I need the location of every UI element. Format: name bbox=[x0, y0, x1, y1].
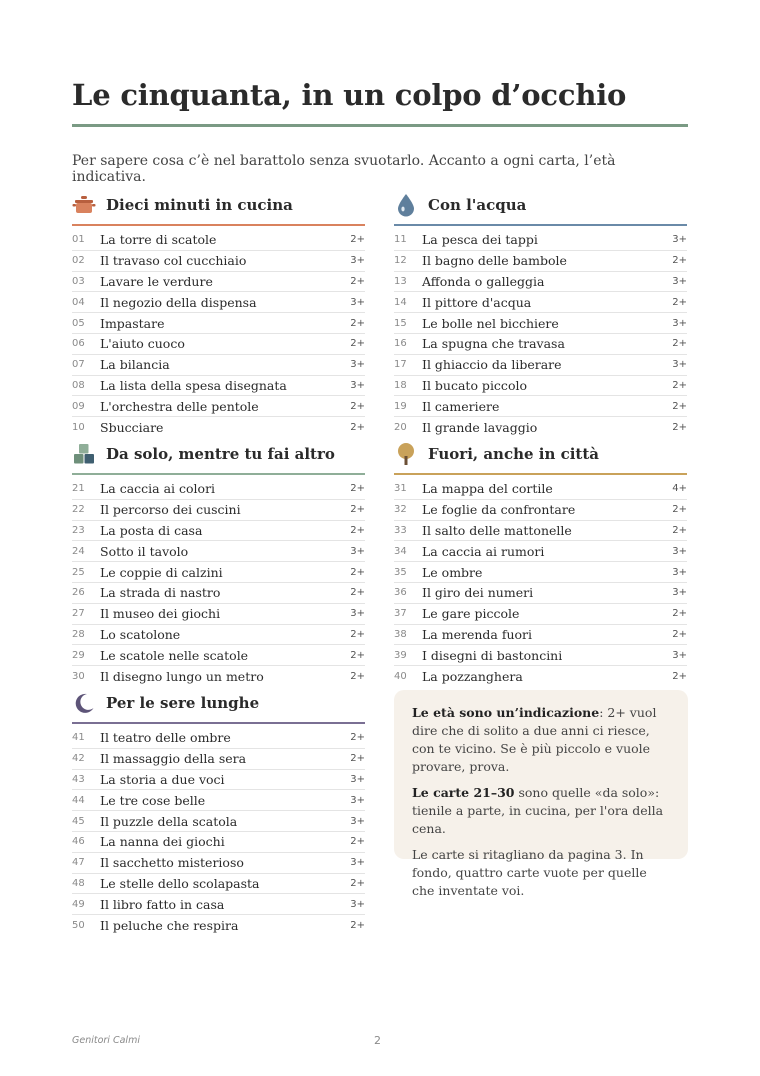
card-name: Il sacchetto misterioso bbox=[100, 855, 244, 871]
card-age: 3+ bbox=[350, 815, 365, 827]
card-name: Il salto delle mattonelle bbox=[422, 522, 572, 538]
card-age: 2+ bbox=[350, 732, 365, 744]
card-age: 3+ bbox=[350, 773, 365, 785]
card-number: 49 bbox=[72, 898, 85, 910]
card-age: 2+ bbox=[672, 670, 687, 682]
card-number: 20 bbox=[394, 421, 407, 433]
card-number: 26 bbox=[72, 587, 85, 599]
card-name: La merenda fuori bbox=[422, 626, 533, 642]
card-age: 2+ bbox=[350, 877, 365, 889]
list-item bbox=[72, 562, 365, 583]
card-name: L'aiuto cuoco bbox=[100, 336, 185, 352]
card-name: Sbucciare bbox=[100, 419, 164, 435]
list-item bbox=[72, 915, 365, 935]
card-number: 05 bbox=[72, 317, 85, 329]
list-item bbox=[72, 604, 365, 625]
card-age: 2+ bbox=[350, 234, 365, 246]
card-age: 2+ bbox=[350, 566, 365, 578]
card-name: Il peluche che respira bbox=[100, 917, 239, 933]
list-item bbox=[394, 562, 687, 583]
section-title: Da solo, mentre tu fai altro bbox=[106, 445, 335, 463]
card-age: 4+ bbox=[672, 483, 687, 495]
card-number: 32 bbox=[394, 504, 407, 516]
note-paragraph bbox=[412, 704, 670, 776]
card-number: 04 bbox=[72, 296, 85, 308]
note-text: sono quelle «da solo»: tienile a parte, in cucina, per l'ora della cena. bbox=[412, 785, 664, 836]
note-paragraph bbox=[412, 784, 670, 838]
section-rule bbox=[72, 224, 365, 226]
card-age: 2+ bbox=[350, 628, 365, 640]
card-number: 29 bbox=[72, 649, 85, 661]
card-name: La lista della spesa disegnata bbox=[100, 377, 287, 393]
card-name: Il puzzle della scatola bbox=[100, 813, 238, 829]
card-number: 16 bbox=[394, 338, 407, 350]
list-item bbox=[394, 313, 687, 334]
list-item bbox=[72, 417, 365, 437]
page-title: Le cinquanta, in un colpo d’occhio bbox=[72, 78, 627, 112]
card-number: 15 bbox=[394, 317, 407, 329]
section-kitchen bbox=[72, 190, 365, 437]
card-name: Le coppie di calzini bbox=[100, 564, 223, 580]
card-number: 23 bbox=[72, 524, 85, 536]
card-age: 3+ bbox=[672, 545, 687, 557]
card-name: La spugna che travasa bbox=[422, 336, 565, 352]
note-text: : 2+ vuol dire che di solito a due anni ci riesce, con te vicino. Se è più piccolo e vuole provare, prova. bbox=[412, 705, 657, 774]
section-rule bbox=[394, 224, 687, 226]
card-name: La pesca dei tappi bbox=[422, 232, 538, 248]
card-number: 40 bbox=[394, 670, 407, 682]
card-age: 3+ bbox=[672, 275, 687, 287]
section-header bbox=[72, 439, 365, 469]
card-number: 14 bbox=[394, 296, 407, 308]
card-age: 2+ bbox=[350, 919, 365, 931]
card-age: 2+ bbox=[672, 379, 687, 391]
list-item bbox=[72, 376, 365, 397]
list-item bbox=[72, 770, 365, 791]
card-name: La storia a due voci bbox=[100, 771, 225, 787]
blocks-icon bbox=[72, 442, 96, 466]
section-header bbox=[72, 688, 365, 718]
card-age: 2+ bbox=[350, 317, 365, 329]
card-age: 2+ bbox=[672, 296, 687, 308]
card-name: L'orchestra delle pentole bbox=[100, 398, 259, 414]
section-title: Per le sere lunghe bbox=[106, 694, 260, 712]
card-age: 3+ bbox=[350, 794, 365, 806]
list-item bbox=[72, 541, 365, 562]
list-item bbox=[72, 230, 365, 251]
list-item bbox=[394, 541, 687, 562]
list-item bbox=[72, 334, 365, 355]
card-age: 3+ bbox=[672, 649, 687, 661]
card-age: 2+ bbox=[350, 524, 365, 536]
list-item bbox=[72, 790, 365, 811]
card-number: 41 bbox=[72, 732, 85, 744]
card-name: I disegni di bastoncini bbox=[422, 647, 563, 663]
list-item bbox=[72, 832, 365, 853]
card-age: 3+ bbox=[350, 255, 365, 267]
list-item bbox=[72, 583, 365, 604]
card-number: 25 bbox=[72, 566, 85, 578]
card-age: 3+ bbox=[350, 545, 365, 557]
card-number: 19 bbox=[394, 400, 407, 412]
card-age: 2+ bbox=[672, 524, 687, 536]
card-number: 09 bbox=[72, 400, 85, 412]
card-name: Il giro dei numeri bbox=[422, 585, 534, 601]
list-item bbox=[72, 272, 365, 293]
card-age: 2+ bbox=[672, 255, 687, 267]
card-age: 3+ bbox=[350, 296, 365, 308]
card-number: 06 bbox=[72, 338, 85, 350]
card-age: 2+ bbox=[350, 421, 365, 433]
list-item bbox=[72, 521, 365, 542]
section-title: Dieci minuti in cucina bbox=[106, 196, 293, 214]
card-name: Sotto il tavolo bbox=[100, 543, 189, 559]
card-name: Le foglie da confrontare bbox=[422, 502, 576, 518]
list-item bbox=[394, 666, 687, 686]
tree-icon bbox=[394, 442, 418, 466]
list-item bbox=[394, 251, 687, 272]
list-item bbox=[72, 728, 365, 749]
list-item bbox=[72, 251, 365, 272]
section-header bbox=[394, 439, 687, 469]
card-age: 3+ bbox=[672, 566, 687, 578]
card-number: 43 bbox=[72, 773, 85, 785]
card-name: La caccia ai colori bbox=[100, 481, 216, 497]
section-rule bbox=[72, 722, 365, 724]
section-outside bbox=[394, 439, 687, 686]
list-item bbox=[72, 500, 365, 521]
card-number: 36 bbox=[394, 587, 407, 599]
water-drop-icon bbox=[394, 193, 418, 217]
card-number: 10 bbox=[72, 421, 85, 433]
list-item bbox=[394, 396, 687, 417]
list-item bbox=[72, 355, 365, 376]
note-bold: Le età sono un’indicazione bbox=[412, 705, 600, 720]
card-name: Le tre cose belle bbox=[100, 792, 206, 808]
card-name: La nanna dei giochi bbox=[100, 834, 225, 850]
card-number: 01 bbox=[72, 234, 85, 246]
card-number: 39 bbox=[394, 649, 407, 661]
list-item bbox=[394, 417, 687, 437]
section-header bbox=[394, 190, 687, 220]
section-header bbox=[72, 190, 365, 220]
list-item bbox=[72, 292, 365, 313]
list-item bbox=[72, 313, 365, 334]
card-number: 42 bbox=[72, 753, 85, 765]
card-number: 50 bbox=[72, 919, 85, 931]
card-age: 3+ bbox=[672, 587, 687, 599]
section-title: Con l'acqua bbox=[428, 196, 527, 214]
card-name: Le stelle dello scolapasta bbox=[100, 875, 260, 891]
list-item bbox=[394, 521, 687, 542]
card-name: Il massaggio della sera bbox=[100, 751, 247, 767]
card-number: 38 bbox=[394, 628, 407, 640]
list-item bbox=[72, 853, 365, 874]
card-number: 33 bbox=[394, 524, 407, 536]
list-item bbox=[394, 355, 687, 376]
list-item bbox=[72, 894, 365, 915]
card-name: Il negozio della dispensa bbox=[100, 294, 257, 310]
cooking-pot-icon bbox=[72, 193, 96, 217]
card-number: 46 bbox=[72, 836, 85, 848]
card-name: La mappa del cortile bbox=[422, 481, 553, 497]
card-name: La pozzanghera bbox=[422, 668, 523, 684]
card-name: Il percorso dei cuscini bbox=[100, 502, 241, 518]
card-age: 3+ bbox=[350, 379, 365, 391]
card-number: 34 bbox=[394, 545, 407, 557]
list-item bbox=[72, 645, 365, 666]
card-number: 48 bbox=[72, 877, 85, 889]
list-item bbox=[394, 604, 687, 625]
card-name: Il bagno delle bambole bbox=[422, 253, 567, 269]
card-name: Il cameriere bbox=[422, 398, 500, 414]
card-number: 44 bbox=[72, 794, 85, 806]
section-evening bbox=[72, 688, 365, 935]
card-age: 3+ bbox=[350, 359, 365, 371]
card-age: 3+ bbox=[672, 359, 687, 371]
card-name: Le bolle nel bicchiere bbox=[422, 315, 559, 331]
card-name: Lavare le verdure bbox=[100, 273, 213, 289]
card-name: La bilancia bbox=[100, 357, 170, 373]
card-age: 2+ bbox=[672, 504, 687, 516]
list-item bbox=[394, 645, 687, 666]
card-number: 27 bbox=[72, 608, 85, 620]
intro-text: Per sapere cosa c’è nel barattolo senza svuotarlo. Accanto a ogni carta, l’età indicativa. bbox=[72, 153, 616, 185]
card-number: 45 bbox=[72, 815, 85, 827]
card-name: Il museo dei giochi bbox=[100, 606, 221, 622]
card-name: Lo scatolone bbox=[100, 626, 181, 642]
card-name: Il grande lavaggio bbox=[422, 419, 538, 435]
card-age: 2+ bbox=[350, 587, 365, 599]
card-number: 47 bbox=[72, 857, 85, 869]
card-number: 08 bbox=[72, 379, 85, 391]
card-age: 2+ bbox=[350, 275, 365, 287]
list-item bbox=[72, 396, 365, 417]
moon-icon bbox=[72, 691, 96, 715]
card-number: 35 bbox=[394, 566, 407, 578]
list-item bbox=[394, 272, 687, 293]
card-number: 37 bbox=[394, 608, 407, 620]
card-age: 3+ bbox=[350, 898, 365, 910]
section-rule bbox=[394, 473, 687, 475]
card-number: 22 bbox=[72, 504, 85, 516]
list-item bbox=[394, 500, 687, 521]
card-age: 2+ bbox=[350, 649, 365, 661]
card-age: 2+ bbox=[672, 421, 687, 433]
section-water bbox=[394, 190, 687, 437]
list-item bbox=[394, 230, 687, 251]
card-number: 07 bbox=[72, 359, 85, 371]
card-name: Il ghiaccio da liberare bbox=[422, 357, 562, 373]
list-item bbox=[394, 583, 687, 604]
card-name: Il disegno lungo un metro bbox=[100, 668, 264, 684]
list-item bbox=[394, 334, 687, 355]
card-number: 17 bbox=[394, 359, 407, 371]
card-number: 24 bbox=[72, 545, 85, 557]
card-number: 18 bbox=[394, 379, 407, 391]
card-age: 2+ bbox=[350, 338, 365, 350]
card-name: Il travaso col cucchiaio bbox=[100, 253, 247, 269]
card-age: 2+ bbox=[350, 670, 365, 682]
card-name: Impastare bbox=[100, 315, 165, 331]
footer-brand: Genitori Calmi bbox=[72, 1035, 140, 1046]
list-item bbox=[394, 625, 687, 646]
card-number: 11 bbox=[394, 234, 407, 246]
card-number: 02 bbox=[72, 255, 85, 267]
card-name: Le scatole nelle scatole bbox=[100, 647, 249, 663]
list-item bbox=[72, 479, 365, 500]
card-name: Il pittore d'acqua bbox=[422, 294, 532, 310]
card-age: 2+ bbox=[672, 400, 687, 412]
card-age: 3+ bbox=[350, 608, 365, 620]
list-item bbox=[72, 666, 365, 686]
card-age: 2+ bbox=[350, 483, 365, 495]
card-name: Le ombre bbox=[422, 564, 483, 580]
card-number: 21 bbox=[72, 483, 85, 495]
card-number: 12 bbox=[394, 255, 407, 267]
card-number: 03 bbox=[72, 275, 85, 287]
page-number: 2 bbox=[374, 1034, 381, 1047]
card-name: La strada di nastro bbox=[100, 585, 221, 601]
card-age: 3+ bbox=[350, 857, 365, 869]
card-age: 2+ bbox=[350, 836, 365, 848]
list-item bbox=[72, 811, 365, 832]
card-age: 2+ bbox=[350, 400, 365, 412]
list-item bbox=[394, 292, 687, 313]
section-rule bbox=[72, 473, 365, 475]
section-title: Fuori, anche in città bbox=[428, 445, 600, 463]
title-rule bbox=[72, 124, 688, 127]
card-name: Il bucato piccolo bbox=[422, 377, 527, 393]
list-item bbox=[394, 376, 687, 397]
card-age: 2+ bbox=[350, 504, 365, 516]
card-number: 31 bbox=[394, 483, 407, 495]
card-age: 2+ bbox=[672, 608, 687, 620]
note-bold: Le carte 21–30 bbox=[412, 785, 515, 800]
card-number: 28 bbox=[72, 628, 85, 640]
card-name: La posta di casa bbox=[100, 522, 203, 538]
card-name: Il teatro delle ombre bbox=[100, 730, 231, 746]
list-item bbox=[72, 874, 365, 895]
card-name: La torre di scatole bbox=[100, 232, 217, 248]
list-item bbox=[394, 479, 687, 500]
note-paragraph: Le carte si ritagliano da pagina 3. In fondo, quattro carte vuote per quelle che inventate voi. bbox=[412, 847, 647, 898]
card-age: 3+ bbox=[672, 234, 687, 246]
card-age: 2+ bbox=[672, 338, 687, 350]
card-name: Il libro fatto in casa bbox=[100, 896, 225, 912]
info-note bbox=[394, 690, 688, 898]
list-item bbox=[72, 625, 365, 646]
card-number: 30 bbox=[72, 670, 85, 682]
card-age: 2+ bbox=[672, 628, 687, 640]
section-alone bbox=[72, 439, 365, 686]
card-name: Affonda o galleggia bbox=[422, 273, 545, 289]
card-number: 13 bbox=[394, 275, 407, 287]
card-age: 2+ bbox=[350, 753, 365, 765]
list-item bbox=[72, 749, 365, 770]
card-name: Le gare piccole bbox=[422, 606, 520, 622]
card-age: 3+ bbox=[672, 317, 687, 329]
card-name: La caccia ai rumori bbox=[422, 543, 545, 559]
